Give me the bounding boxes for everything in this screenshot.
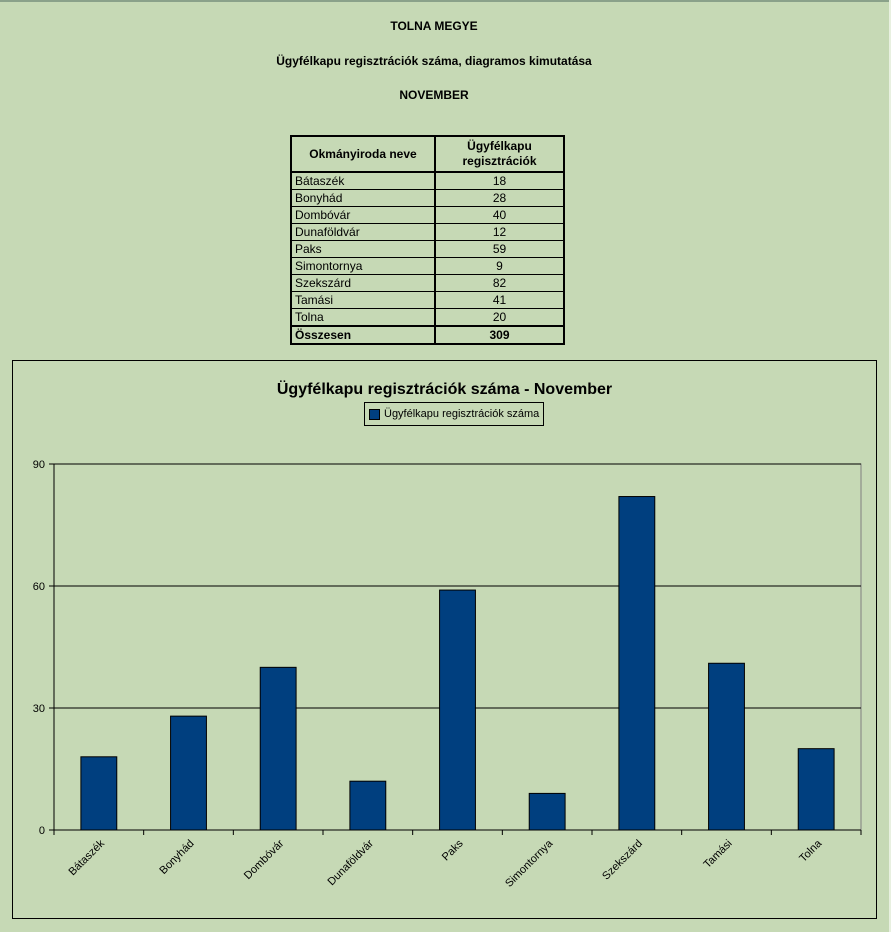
y-tick-label: 60 xyxy=(32,581,45,593)
registration-count: 9 xyxy=(435,258,564,275)
total-label: Összesen xyxy=(291,326,435,344)
bar xyxy=(171,716,207,830)
chart-area[interactable] xyxy=(12,360,877,919)
table-row xyxy=(291,275,564,292)
y-tick-label: 30 xyxy=(32,703,45,715)
bar xyxy=(709,663,745,830)
window-top-border xyxy=(0,0,891,2)
legend-swatch xyxy=(369,409,380,420)
chart-legend[interactable] xyxy=(364,402,544,426)
bar xyxy=(260,667,296,830)
table-row xyxy=(291,241,564,258)
legend-label: Ügyfélkapu regisztrációk száma xyxy=(384,408,540,420)
office-name: Paks xyxy=(291,241,435,258)
registration-count: 41 xyxy=(435,292,564,309)
x-tick-label: Dombóvár xyxy=(241,837,287,883)
x-tick-label: Paks xyxy=(439,837,466,864)
bar xyxy=(619,497,655,830)
table-row xyxy=(291,258,564,275)
report-subtitle: Ügyfélkapu regisztrációk száma, diagramos kimutatása xyxy=(276,54,592,68)
table-row xyxy=(291,172,564,190)
x-tick-label: Bátaszék xyxy=(66,837,107,879)
x-tick-label: Tamási xyxy=(701,837,735,871)
table-total-row xyxy=(291,326,564,344)
bar xyxy=(798,749,834,830)
x-tick-label: Szekszárd xyxy=(600,837,645,883)
registration-count: 28 xyxy=(435,190,564,207)
x-tick-label: Bonyhád xyxy=(157,837,197,877)
report-month: NOVEMBER xyxy=(399,88,469,102)
column-header-office: Okmányiroda neve xyxy=(291,136,435,172)
bar-chart xyxy=(13,361,876,918)
table-row xyxy=(291,224,564,241)
y-tick-label: 0 xyxy=(38,825,45,837)
office-name: Dombóvár xyxy=(291,207,435,224)
bar xyxy=(529,793,565,830)
registration-count: 40 xyxy=(435,207,564,224)
bar xyxy=(350,781,386,830)
total-value: 309 xyxy=(435,326,564,344)
y-tick-label: 90 xyxy=(32,459,45,471)
office-name: Bátaszék xyxy=(291,172,435,190)
county-title: TOLNA MEGYE xyxy=(390,19,478,33)
office-name: Simontornya xyxy=(291,258,435,275)
column-header-registrations: Ügyfélkapu regisztrációk xyxy=(435,136,564,172)
registrations-table xyxy=(290,135,565,345)
registration-count: 12 xyxy=(435,224,564,241)
x-tick-label: Tolna xyxy=(797,837,825,865)
table-header-row xyxy=(291,136,564,172)
office-name: Bonyhád xyxy=(291,190,435,207)
registration-count: 20 xyxy=(435,309,564,327)
bar xyxy=(440,590,476,830)
registration-count: 18 xyxy=(435,172,564,190)
registration-count: 82 xyxy=(435,275,564,292)
table-row xyxy=(291,292,564,309)
x-tick-label: Dunaföldvár xyxy=(325,837,376,889)
bar xyxy=(81,757,117,830)
office-name: Szekszárd xyxy=(291,275,435,292)
table-row xyxy=(291,309,564,327)
chart-title: Ügyfélkapu regisztrációk száma - November xyxy=(276,381,613,398)
office-name: Tolna xyxy=(291,309,435,327)
office-name: Dunaföldvár xyxy=(291,224,435,241)
registration-count: 59 xyxy=(435,241,564,258)
table-row xyxy=(291,207,564,224)
x-tick-label: Simontornya xyxy=(503,837,556,890)
office-name: Tamási xyxy=(291,292,435,309)
table-row xyxy=(291,190,564,207)
